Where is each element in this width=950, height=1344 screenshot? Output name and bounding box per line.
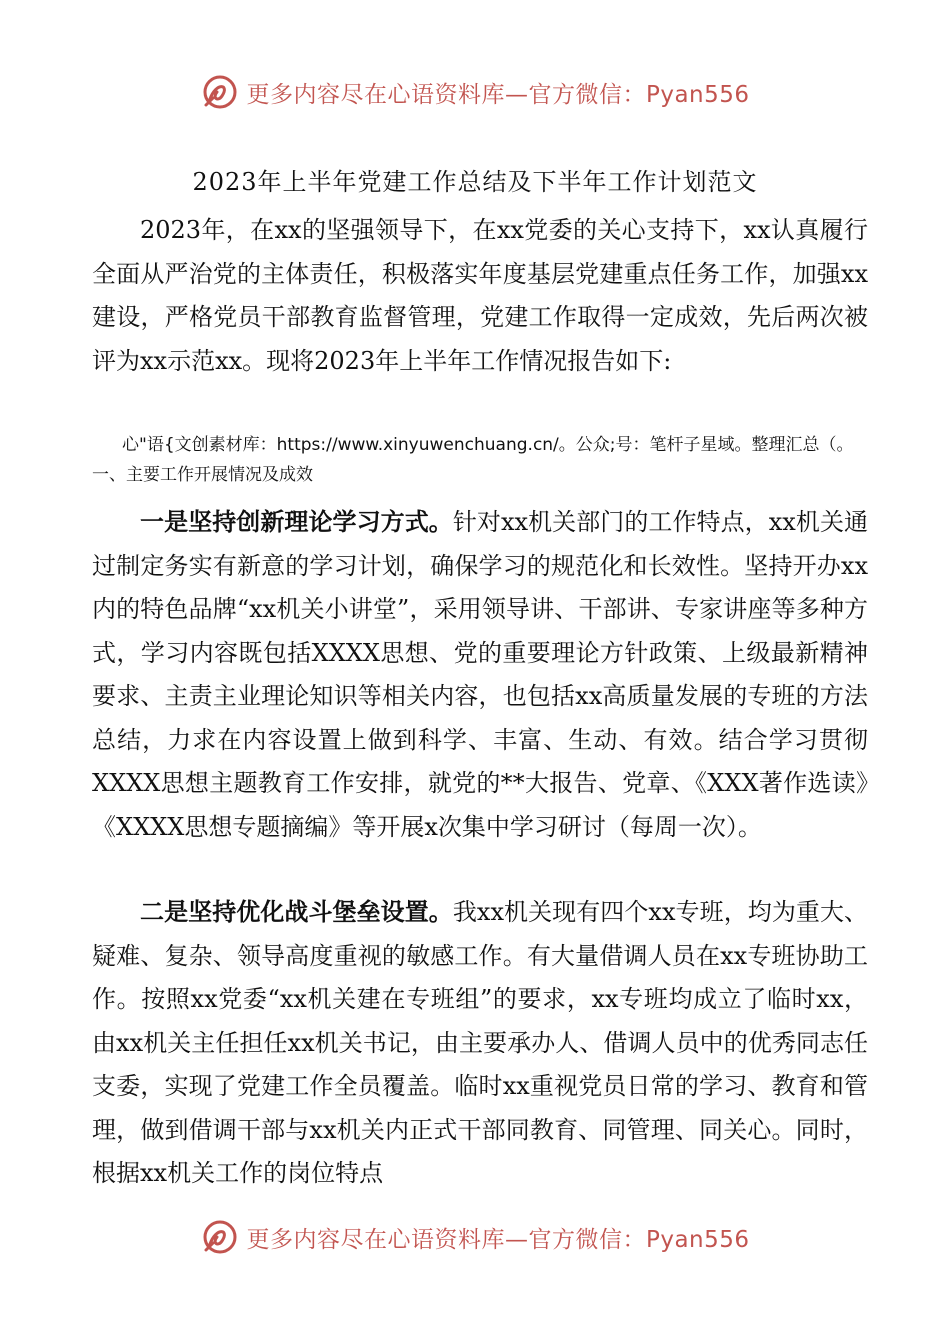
header-banner[interactable] xyxy=(0,70,950,114)
intro-paragraph: 2023年，在xx的坚强领导下，在xx党委的关心支持下，xx认真履行全面从严治党的主体责任，积极落实年度基层党建重点任务工作，加强xx建设，严格党员干部教育监督管理，党建工作取得一定成效，先后两次被评为xx示范xx。现将2023年上半年工作情况报告如下: xyxy=(92,216,868,375)
banner-text: 更多内容尽在心语资料库—官方微信：Pyan556 xyxy=(246,1226,750,1253)
section-1-text: 针对xx机关部门的工作特点，xx机关通过制定务实有新意的学习计划，确保学习的规范化和长效性。坚持开办xx内的特色品牌“xx机关小讲堂”，采用领导讲、干部讲、专家讲座等多种方式，学习内容既包括XXXX思想、党的重要理论方针政策、上级最新精神要求、主责主业理论知识等相关内容，也包括xx高质量发展的专班的方法总结，力求在内容设置上做到科学、丰富、生动、有效。结合学习贯彻XXXX思想主题教育工作安排，就党的**大报告、党章、《XXX著作选读》《XXXX思想专题摘编》等开展x次集中学习研讨（每周一次）。 xyxy=(92,508,869,841)
swirl-logo-icon xyxy=(200,72,240,112)
section-1-lead: 一是坚持创新理论学习方式。 xyxy=(140,507,453,536)
section-1-paragraph xyxy=(92,500,868,849)
banner-text: 更多内容尽在心语资料库—官方微信：Pyan556 xyxy=(246,81,750,108)
swirl-logo-icon xyxy=(200,1217,240,1257)
section-2-lead: 二是坚持优化战斗堡垒设置。 xyxy=(140,897,453,926)
document-title: 2023年上半年党建工作总结及下半年工作计划范文 xyxy=(192,168,758,196)
footer-banner[interactable] xyxy=(0,1215,950,1259)
source-note: 心"语{文创素材库：https://www.xinyuwenchuang.cn/。公众;号：笔杆子星域。整理汇总（。一、主要工作开展情况及成效 xyxy=(92,435,854,485)
section-2-text: 我xx机关现有四个xx专班，均为重大、疑难、复杂、领导高度重视的敏感工作。有大量借调人员在xx专班协助工作。按照xx党委“xx机关建在专班组”的要求，xx专班均成立了临时xx，由xx机关主任担任xx机关书记，由主要承办人、借调人员中的优秀同志任支委，实现了党建工作全员覆盖。临时xx重视党员日常的学习、教育和管理，做到借调干部与xx机关内正式干部同教育、同管理、同关心。同时，根据xx机关工作的岗位特点 xyxy=(92,898,869,1187)
section-2-paragraph xyxy=(92,890,868,1196)
